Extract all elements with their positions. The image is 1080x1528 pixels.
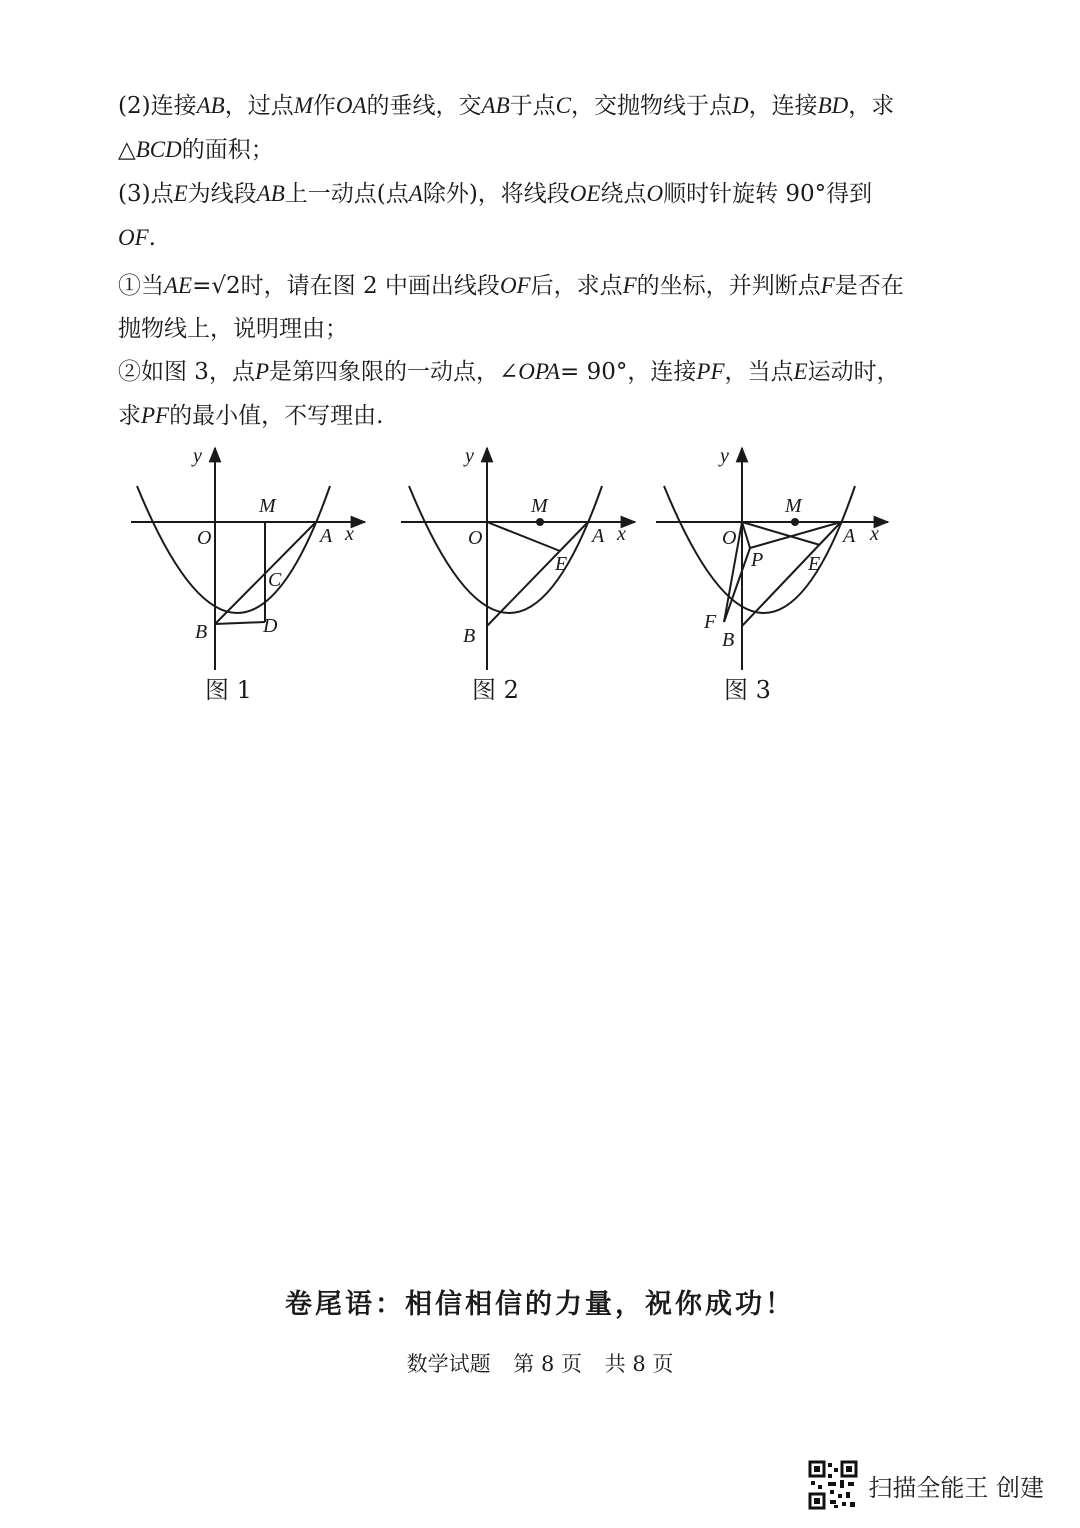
label-y: y (193, 445, 202, 467)
label-M: M (531, 495, 548, 517)
point-M (791, 518, 799, 526)
figure-1-caption: 图 1 (205, 676, 252, 704)
label-x: x (345, 523, 354, 545)
page-footer (0, 1348, 1080, 1378)
label-E: E (808, 553, 821, 575)
label-A: A (320, 525, 333, 547)
sub-question-1: ①当AE=√2时，请在图 2 中画出线段OF后，求点F的坐标，并判断点F是否在抛物线上，说明理由； (118, 273, 904, 342)
figure-1-diagram (125, 440, 375, 670)
segment-AB (487, 522, 588, 626)
qr-code-icon (808, 1460, 858, 1510)
figure-3-caption: 图 3 (724, 676, 771, 704)
point-M (536, 518, 544, 526)
scanner-watermark (808, 1460, 1044, 1510)
label-x: x (870, 523, 879, 545)
figure-3-diagram (650, 440, 900, 670)
question-2: (2)连接AB，过点M作OA的垂线，交AB于点C，交抛物线于点D，连接BD，求 △BCD的面积； (118, 93, 895, 163)
label-B: B (722, 629, 735, 651)
footer-subject: 数学试题 (406, 1352, 491, 1376)
footer-page: 第 8 页 (513, 1352, 582, 1376)
label-O: O (197, 527, 212, 549)
parabola (409, 486, 602, 613)
label-A: A (592, 525, 605, 547)
label-O: O (722, 527, 737, 549)
sub-question-2: ②如图 3，点P是第四象限的一动点，∠OPA= 90°，连接PF，当点E运动时，求PF的最小值，不写理由. (118, 359, 900, 429)
question-3: (3)点E为线段AB上一动点(点A除外)，将线段OE绕点O顺时针旋转 90°得到 OF. (118, 181, 873, 251)
label-E: E (555, 553, 568, 575)
label-P: P (751, 549, 764, 571)
figure-2-caption: 图 2 (472, 676, 519, 704)
label-D: D (263, 615, 278, 637)
label-C: C (268, 569, 282, 591)
figure-2 (395, 440, 645, 670)
label-A: A (843, 525, 856, 547)
label-M: M (785, 495, 802, 517)
label-y: y (465, 445, 474, 467)
segment-BD (215, 622, 265, 624)
figure-2-diagram (395, 440, 645, 670)
label-M: M (259, 495, 276, 517)
closing-message: 卷尾语：相信相信的力量，祝你成功！ (285, 1289, 795, 1320)
label-y: y (720, 445, 729, 467)
label-B: B (463, 625, 476, 647)
label-F: F (704, 611, 717, 633)
segment-OE (487, 522, 560, 551)
label-O: O (468, 527, 483, 549)
figure-1 (125, 440, 375, 670)
label-x: x (617, 523, 626, 545)
footer-total: 共 8 页 (604, 1352, 674, 1376)
label-B: B (195, 621, 208, 643)
segment-PF (724, 548, 750, 622)
segment-OP (742, 522, 750, 548)
parabola (137, 486, 330, 613)
segment-OE (742, 522, 820, 545)
figure-3 (650, 440, 900, 670)
scanner-text: 扫描全能王 创建 (868, 1473, 1044, 1502)
